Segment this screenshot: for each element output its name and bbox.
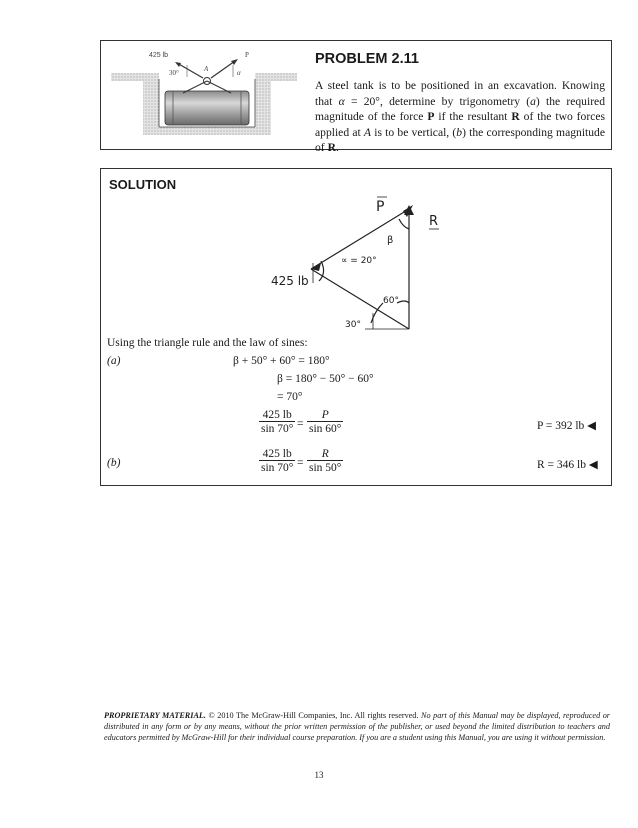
problem-title: PROBLEM 2.11 xyxy=(315,51,419,67)
tank xyxy=(165,91,249,125)
fraction-a-right: $\frac{P}{\sin 60^\circ}$ xyxy=(309,409,342,435)
alpha-label: α xyxy=(237,69,241,77)
sketch-p-label: P xyxy=(376,199,385,215)
part-a-label: (a) xyxy=(107,355,121,367)
sketch-alpha-label: ∝ = 20° xyxy=(341,256,377,266)
equation-1: β + 50° + 60° = 180° xyxy=(233,355,330,367)
force-label: 425 lb xyxy=(149,52,169,59)
fraction-a-left: $\frac{425 lb}{\sin 70^\circ}$ xyxy=(261,409,294,435)
pit-wall-right xyxy=(255,73,271,135)
problem-box xyxy=(100,40,612,154)
pit-floor xyxy=(143,127,271,135)
pit-wall-left xyxy=(143,73,159,135)
sketch-60-label: 60° xyxy=(383,296,399,306)
answer-b: R = 346 lb ◀ xyxy=(537,459,598,471)
solution-intro: Using the triangle rule and the law of sines: xyxy=(107,337,308,349)
fraction-b-left: $\frac{425 lb}{\sin 70^\circ}$ xyxy=(261,448,294,474)
proprietary-notice: PROPRIETARY MATERIAL. © 2010 The McGraw-Hill Companies, Inc. All rights reserved. No part of this Manual may be displayed, reproduced or distributed in any form or by any means, without the prior written permission of the publisher, or used beyond the limited distribution to teachers and educators permitted by McGraw-Hill for their individual course preparation. If you are a student using this Manual, you are using it without permission. xyxy=(104,711,610,742)
point-label: A xyxy=(204,65,209,73)
equation-3: = 70° xyxy=(277,391,303,403)
force-triangle-sketch xyxy=(261,191,501,351)
sketch-30-label: 30° xyxy=(345,320,361,330)
angle-label: 30° xyxy=(169,69,179,77)
equals-sign-b: = xyxy=(297,457,304,469)
sketch-beta-label: β xyxy=(387,235,394,246)
sketch-force-label: 425 lb xyxy=(271,274,309,288)
problem-statement: A steel tank is to be positioned in an excavation. Knowing that α = 20°, determine by trigonometry (a) the required magnitude of the force P if the resultant R of the two forces applied at A is to be vertical, (b) the corresponding magnitude of R. xyxy=(315,79,605,154)
fraction-b-right: $\frac{R}{\sin 50^\circ}$ xyxy=(309,448,342,474)
equation-2: β = 180° − 50° − 60° xyxy=(277,373,374,385)
p-label: P xyxy=(245,51,249,59)
answer-a: P = 392 lb ◀ xyxy=(537,420,596,432)
solution-title: SOLUTION xyxy=(109,177,177,192)
equals-sign-a: = xyxy=(297,418,304,430)
solution-box xyxy=(100,168,612,486)
page-number: 13 xyxy=(314,770,324,780)
part-b-label: (b) xyxy=(107,457,121,469)
tank-figure xyxy=(103,43,303,143)
sketch-r-label: R xyxy=(429,214,439,229)
